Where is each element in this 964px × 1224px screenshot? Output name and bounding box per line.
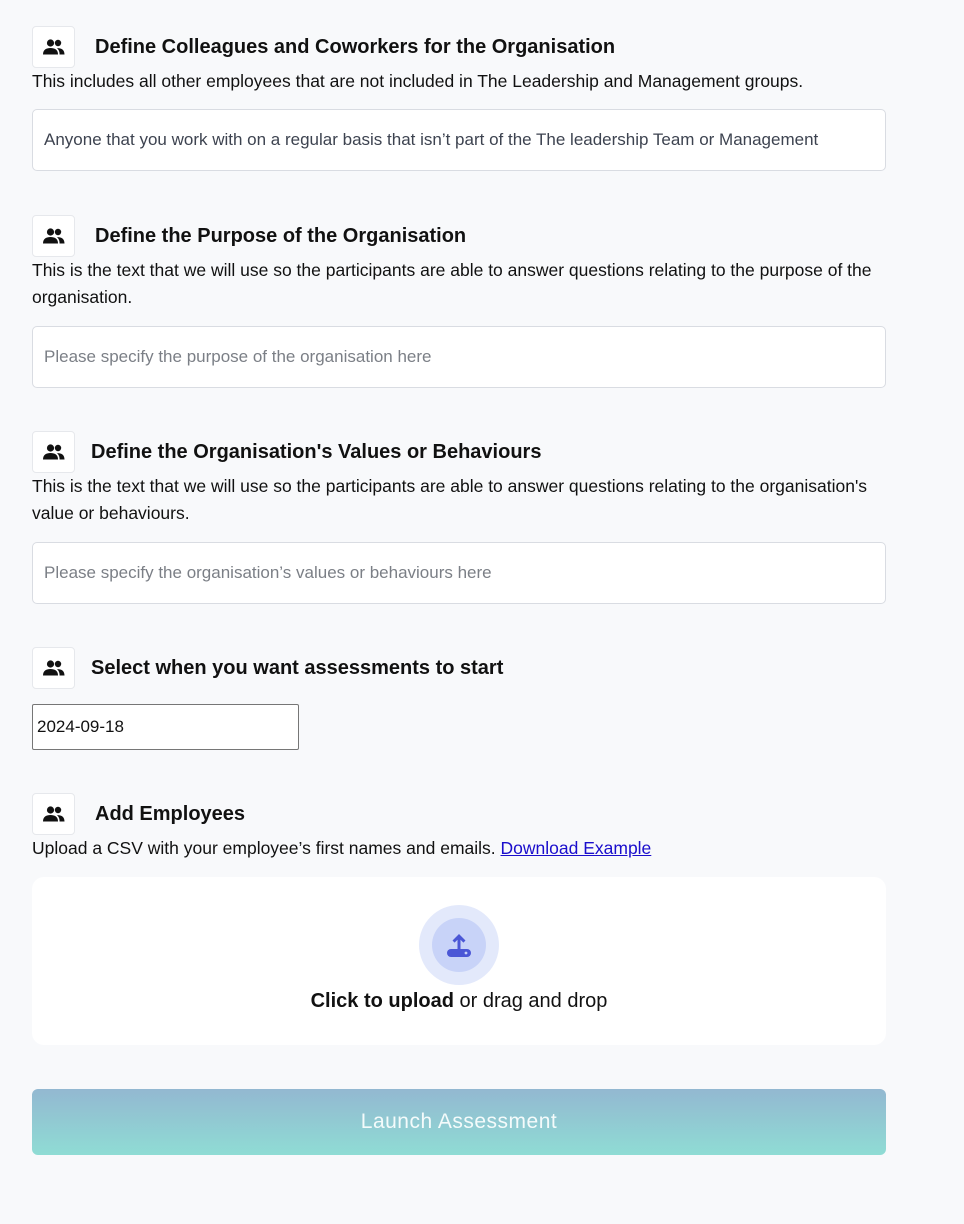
colleagues-title: Define Colleagues and Coworkers for the Organisation — [95, 35, 616, 58]
purpose-header — [32, 215, 886, 257]
start-title: Select when you want assessments to start — [91, 656, 504, 679]
users-icon — [32, 215, 75, 257]
colleagues-header — [32, 26, 886, 68]
purpose-title: Define the Purpose of the Organisation — [95, 224, 467, 247]
upload-icon-circle — [419, 905, 499, 985]
employees-description: Upload a CSV with your employee’s first names and emails. — [32, 838, 496, 858]
upload-icon — [432, 918, 486, 972]
colleagues-input[interactable]: Anyone that you work with on a regular basis that isn’t part of the The leadership Team or Management — [32, 109, 886, 171]
employees-section — [32, 793, 886, 862]
start-section — [32, 647, 886, 750]
purpose-input[interactable]: Please specify the purpose of the organisation here — [32, 326, 886, 388]
users-icon — [32, 431, 75, 473]
colleagues-section — [32, 26, 886, 171]
employees-description-line — [32, 835, 886, 862]
employees-header — [32, 793, 886, 835]
upload-text — [311, 990, 608, 1013]
download-example-link[interactable]: Download Example — [500, 838, 652, 858]
upload-click-text[interactable]: Click to upload — [310, 990, 454, 1012]
start-date-input[interactable]: 2024-09-18 — [32, 704, 299, 750]
values-header — [32, 431, 886, 473]
purpose-section — [32, 215, 886, 388]
users-icon — [32, 793, 75, 835]
employees-title: Add Employees — [95, 802, 246, 825]
colleagues-description: This includes all other employees that are not included in The Leadership and Management groups. — [32, 71, 804, 91]
launch-assessment-button[interactable]: Launch Assessment — [32, 1089, 886, 1155]
values-description: This is the text that we will use so the participants are able to answer questions relating to the organisation's value or behaviours. — [32, 476, 868, 523]
values-section — [32, 431, 886, 604]
purpose-description: This is the text that we will use so the participants are able to answer questions relating to the purpose of the organisation. — [32, 260, 872, 307]
users-icon — [32, 647, 75, 689]
users-icon — [32, 26, 75, 68]
csv-upload-dropzone[interactable] — [32, 877, 886, 1045]
values-input[interactable]: Please specify the organisation’s values or behaviours here — [32, 542, 886, 604]
upload-drag-text: or drag and drop — [459, 990, 608, 1012]
values-title: Define the Organisation's Values or Behaviours — [91, 440, 542, 463]
start-header — [32, 647, 886, 689]
